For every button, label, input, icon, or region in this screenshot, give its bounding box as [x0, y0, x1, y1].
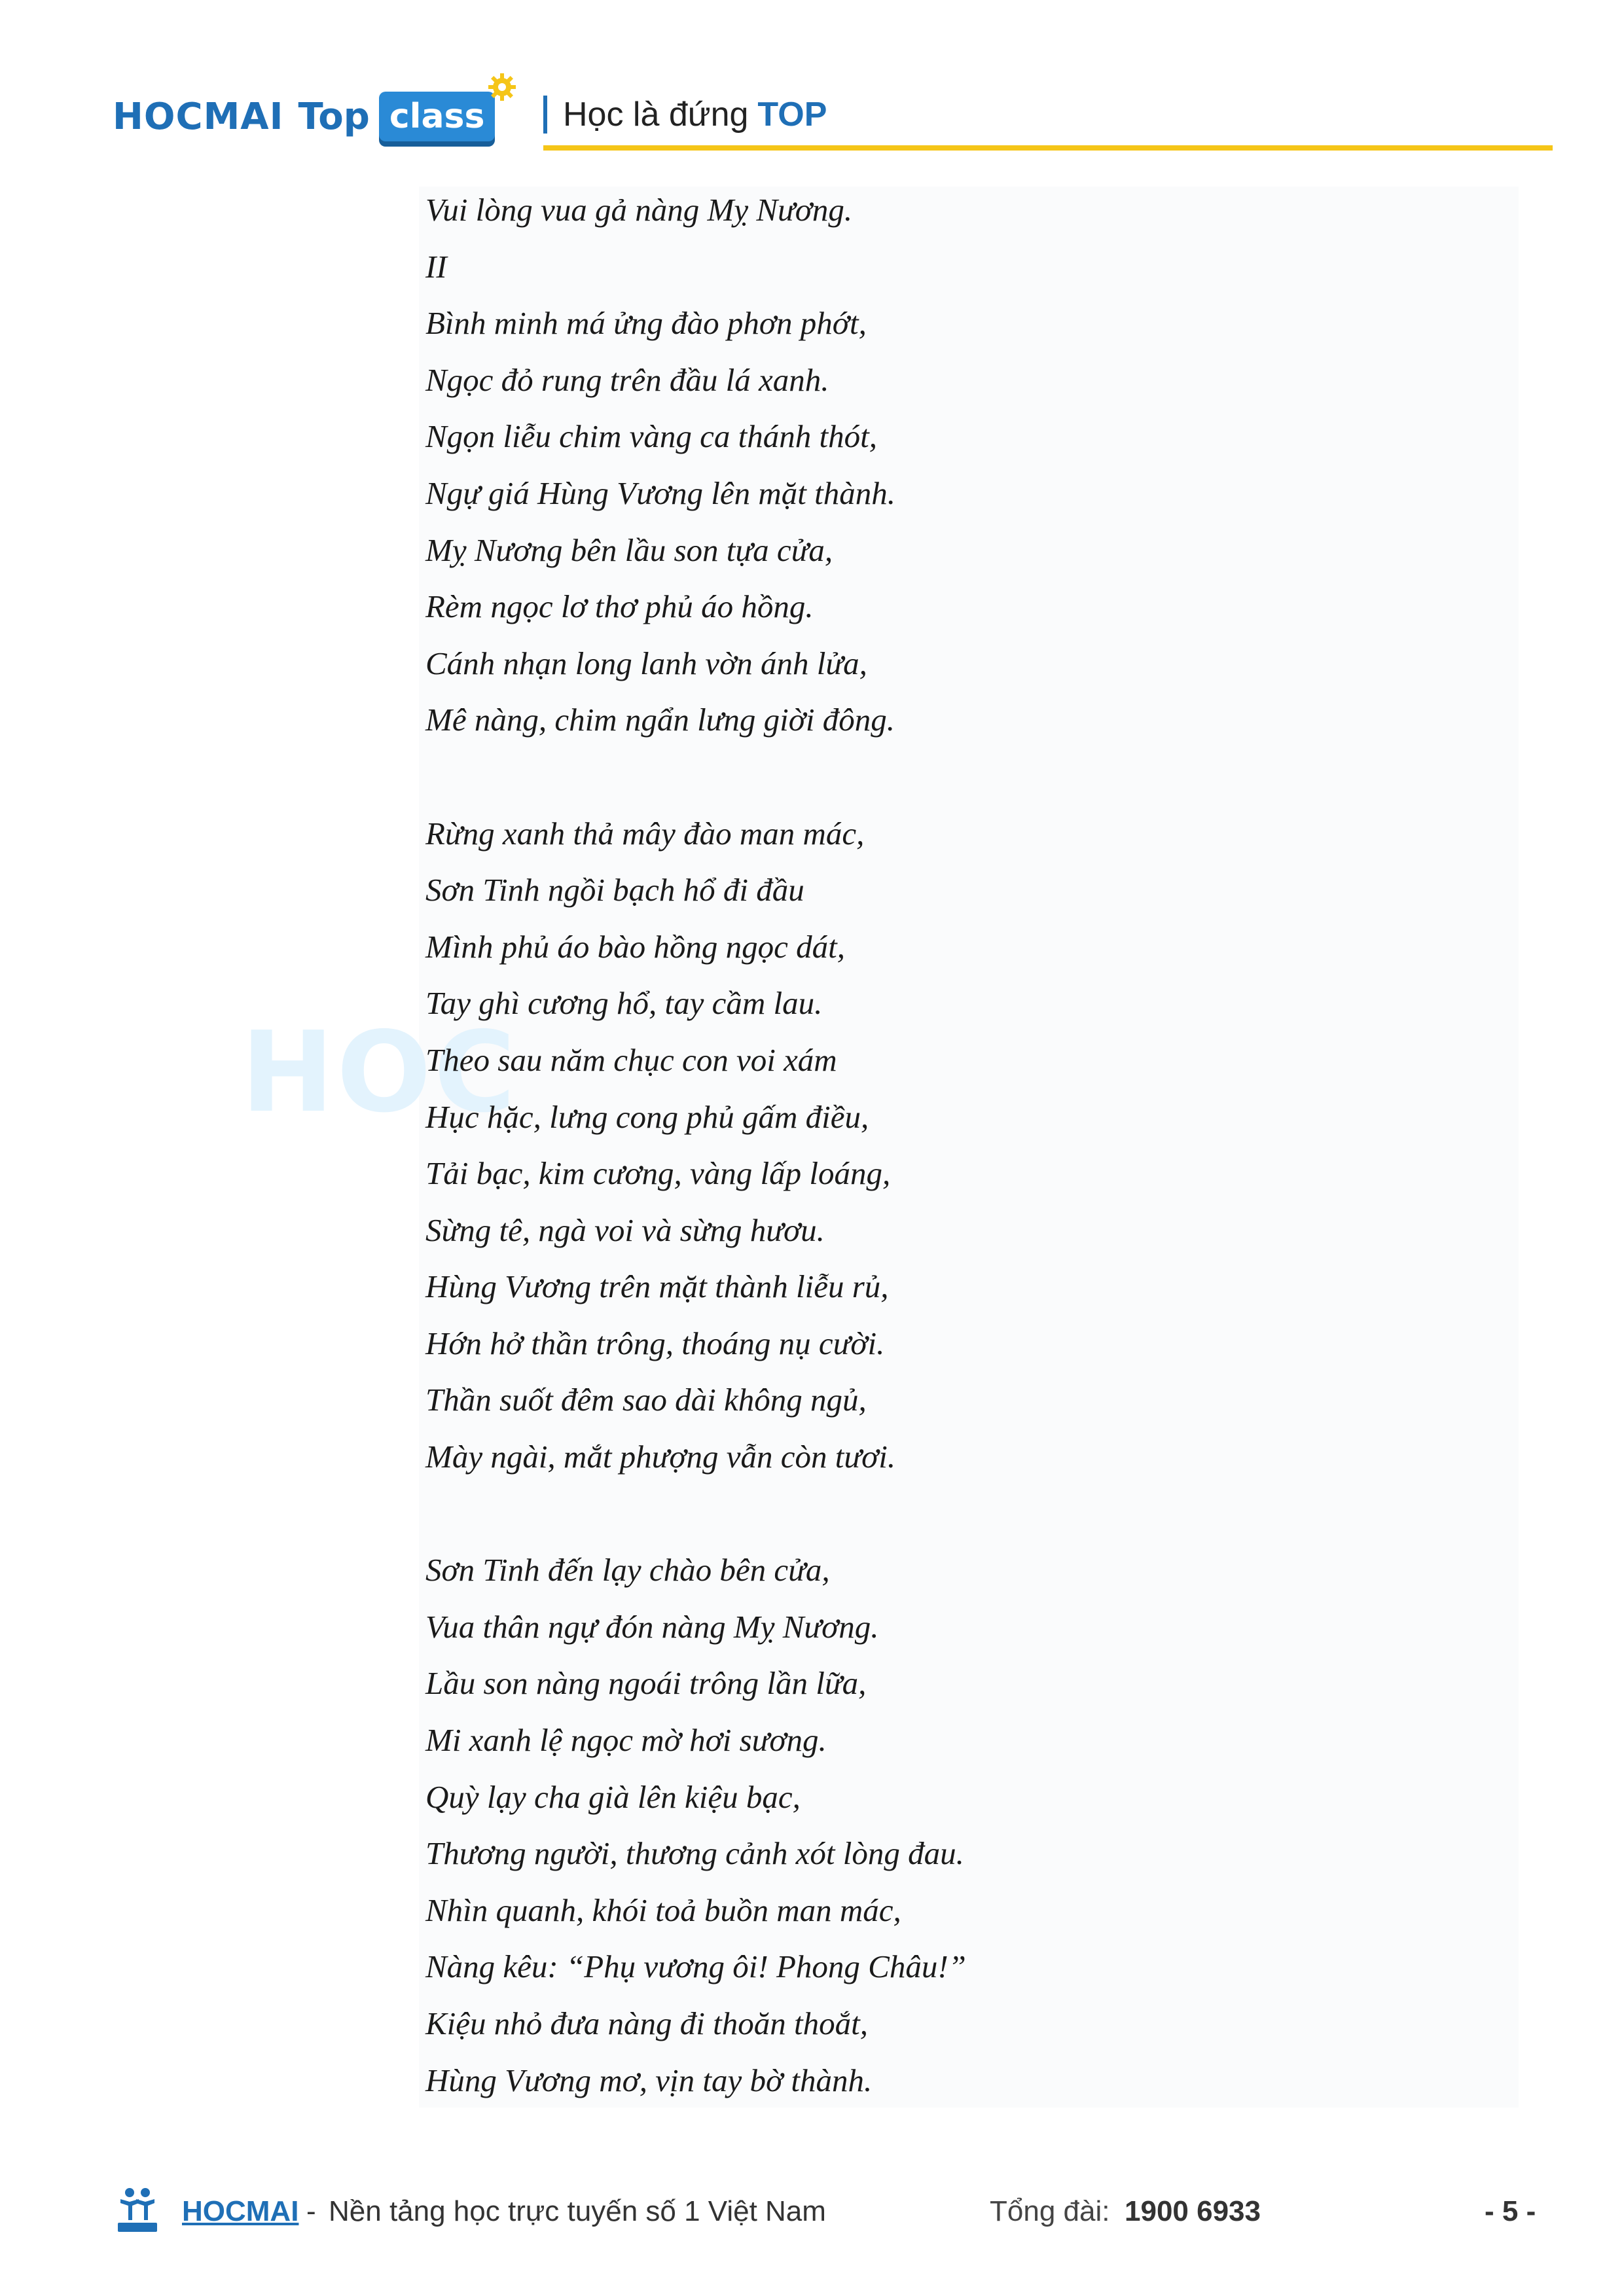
poem-line: Sơn Tinh ngồi bạch hổ đi đầu [425, 872, 804, 908]
poem-line: Tải bạc, kim cương, vàng lấp loáng, [425, 1155, 891, 1192]
section-number: II [425, 248, 447, 285]
poem-line: Nàng kêu: “Phụ vương ôi! Phong Châu!” [425, 1948, 966, 1985]
poem-line: Mê nàng, chim ngẩn lưng giời đông. [425, 702, 895, 738]
poem-line: Bình minh má ửng đào phơn phớt, [425, 305, 867, 342]
brand-class-badge [379, 92, 496, 141]
poem-line: Kiệu nhỏ đưa nàng đi thoăn thoắt, [425, 2005, 868, 2041]
poem-line: Vua thân ngự đón nàng Mỵ Nương. [425, 1608, 879, 1645]
poem-line: Ngọn liễu chim vàng ca thánh thót, [425, 418, 877, 455]
poem-line: Mày ngài, mắt phượng vẫn còn tươi. [425, 1439, 896, 1475]
poem-line: Sơn Tinh đến lạy chào bên cửa, [425, 1552, 830, 1588]
brand-top: Top [298, 95, 370, 138]
poem-line: Hục hặc, lưng cong phủ gấm điều, [425, 1098, 869, 1135]
stanza-break [425, 1486, 966, 1543]
tagline-emphasis: TOP [757, 96, 827, 134]
poem-line: Hớn hở thần trông, thoáng nụ cười. [425, 1325, 885, 1361]
stanza-break [425, 749, 966, 806]
poem-text [425, 182, 966, 2109]
poem-line: Sừng tê, ngà voi và sừng hươu. [425, 1211, 825, 1248]
poem-line: Vui lòng vua gả nàng Mỵ Nương. [425, 192, 853, 228]
page-number: - 5 - [1485, 2195, 1536, 2227]
poem-line: Nhìn quanh, khói toả buồn man mác, [425, 1892, 901, 1928]
page-footer [0, 2186, 1624, 2238]
poem-line: Cánh nhạn long lanh vờn ánh lửa, [425, 645, 867, 681]
poem-line: Theo sau năm chục con voi xám [425, 1041, 837, 1078]
poem-line: Lầu son nàng ngoái trông lần lữa, [425, 1665, 867, 1702]
poem-line: Ngọc đỏ rung trên đầu lá xanh. [425, 361, 829, 398]
brand-logo [113, 90, 495, 143]
poem-line: Rừng xanh thả mây đào man mác, [425, 815, 865, 852]
poem-line: Hùng Vương trên mặt thành liễu rủ, [425, 1268, 889, 1305]
hocmai-people-logo-icon [117, 2186, 158, 2233]
watermark: HOC [241, 1008, 518, 1138]
poem-line: Mi xanh lệ ngọc mờ hơi sương. [425, 1722, 827, 1759]
tagline-text: Học là đứng [563, 96, 749, 134]
hotline-label: Tổng đài: [990, 2195, 1110, 2227]
footer-brand-link[interactable]: HOCMAI [182, 2195, 299, 2227]
brand-class-text: class [389, 97, 485, 136]
poem-line: Mỵ Nương bên lầu son tựa cửa, [425, 531, 833, 568]
header-tagline [543, 92, 827, 137]
poem-line: Rèm ngọc lơ thơ phủ áo hồng. [425, 588, 814, 625]
poem-line: Hùng Vương mơ, vịn tay bờ thành. [425, 2062, 873, 2098]
footer-separator: - [306, 2195, 316, 2227]
brand-hocmai: HOCMAI [113, 95, 284, 138]
poem-line: Thương người, thương cảnh xót lòng đau. [425, 1835, 964, 1872]
poem-line: Tay ghì cương hổ, tay cầm lau. [425, 985, 823, 1022]
poem-line: Ngự giá Hùng Vương lên mặt thành. [425, 475, 895, 511]
footer-slogan: Nền tảng học trực tuyến số 1 Việt Nam [329, 2195, 826, 2227]
poem-line: Quỳ lạy cha già lên kiệu bạc, [425, 1778, 801, 1815]
poem-line: Thần suốt đêm sao dài không ngủ, [425, 1382, 867, 1418]
poem-line: Mình phủ áo bào hồng ngọc dát, [425, 928, 846, 965]
tagline-divider [543, 96, 547, 134]
gear-icon [487, 72, 517, 102]
header-rule [543, 145, 1553, 151]
hotline-number: 1900 6933 [1125, 2195, 1261, 2227]
